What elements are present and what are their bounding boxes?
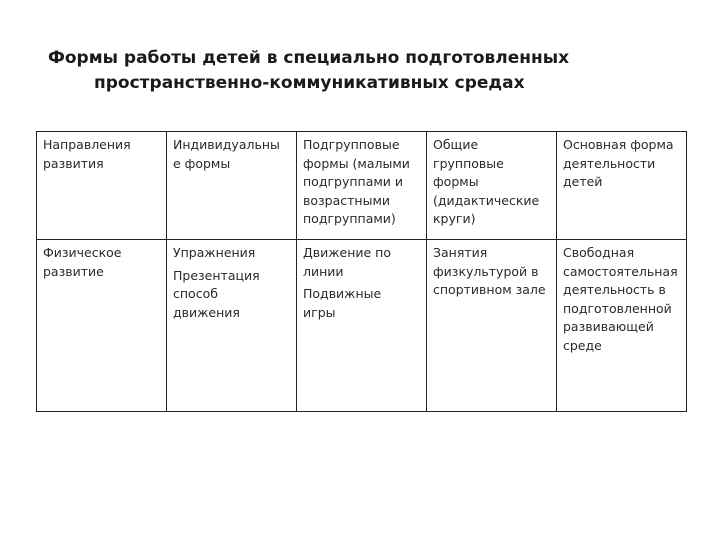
cell-line: круги) [433, 211, 476, 226]
cell-line: подгруппами и [303, 174, 404, 189]
cell-line: (дидактические [433, 192, 540, 208]
cell-line: возрастными [303, 192, 391, 208]
cell-exercises [167, 240, 297, 412]
cell-line: самостоятельная [563, 263, 678, 279]
cell-line: среде [563, 337, 602, 353]
cell-line: подготовленной [563, 300, 672, 316]
cell-line: детей [563, 174, 603, 189]
cell-physical-development [37, 240, 167, 412]
table-header-row [37, 132, 687, 240]
page-title [40, 46, 640, 96]
cell-line: групповые [433, 155, 504, 171]
cell-line: линии [303, 263, 344, 279]
forms-table [36, 131, 687, 412]
cell-line: Подгрупповые [303, 137, 400, 152]
cell-line: спортивном зале [433, 282, 546, 297]
cell-pe-classes [427, 240, 557, 412]
cell-line: развитие [43, 263, 104, 279]
cell-line: Движение по [303, 245, 391, 260]
title-line-1: Формы работы детей в специально подготовленных [48, 48, 570, 68]
header-cell-directions [37, 132, 167, 240]
header-cell-individual [167, 132, 297, 240]
header-cell-subgroup [297, 132, 427, 240]
cell-line: Свободная [563, 245, 635, 260]
cell-line: Физическое [43, 245, 122, 260]
cell-line: Основная форма [563, 137, 674, 152]
cell-line: движения [173, 304, 240, 320]
cell-line: Общие [433, 137, 479, 152]
cell-line: е формы [173, 155, 231, 171]
header-cell-group [427, 132, 557, 240]
cell-line: способ [173, 286, 218, 301]
cell-line: деятельность в [563, 282, 666, 297]
cell-line: Индивидуальны [173, 137, 280, 152]
table-row [37, 240, 687, 412]
title-line-2: пространственно-коммуникативных средах [94, 73, 525, 93]
cell-line: игры [303, 304, 336, 320]
cell-line-movement [297, 240, 427, 412]
cell-line: формы (малыми [303, 155, 410, 171]
cell-line: Направления [43, 137, 131, 152]
cell-line: подгруппами) [303, 211, 396, 226]
cell-line: физкультурой в [433, 263, 539, 279]
cell-line: деятельности [563, 155, 656, 171]
header-cell-main-form [557, 132, 687, 240]
cell-free-activity [557, 240, 687, 412]
cell-line: формы [433, 174, 479, 189]
cell-line: развивающей [563, 319, 654, 334]
cell-line: Занятия [433, 245, 488, 260]
cell-line: Подвижные [303, 286, 382, 301]
cell-line: Презентация [173, 267, 260, 283]
cell-line: развития [43, 155, 104, 171]
cell-line: Упражнения [173, 245, 256, 260]
